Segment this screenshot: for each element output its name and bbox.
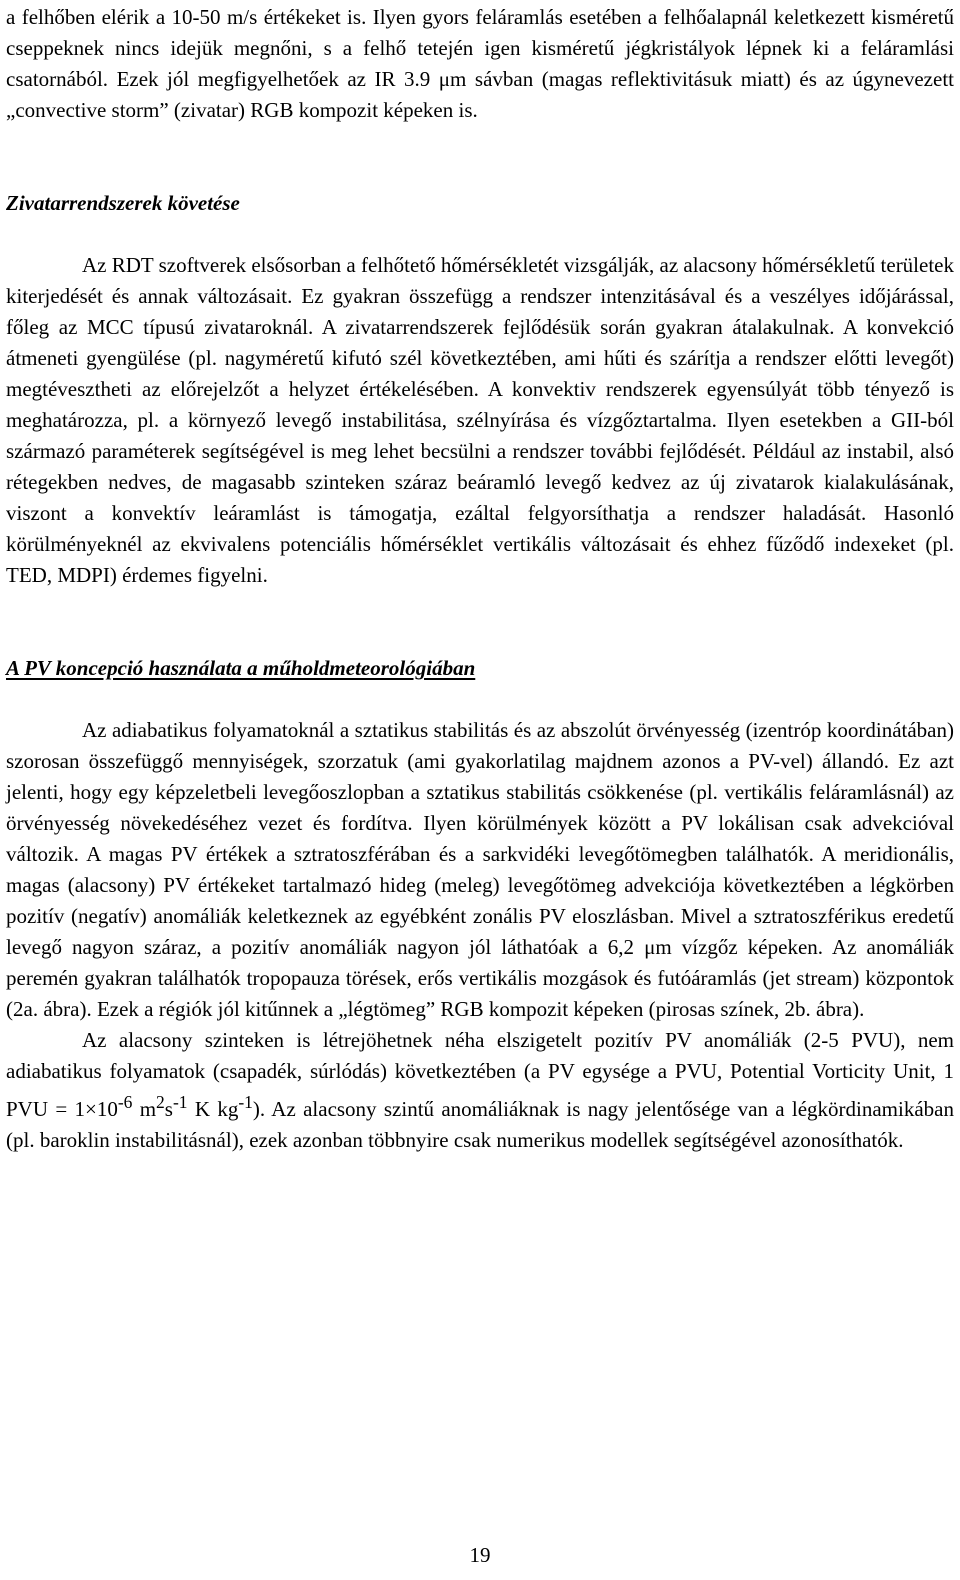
spacer	[6, 126, 954, 188]
unit-m: m	[132, 1097, 157, 1121]
unit-k-kg: K kg	[187, 1097, 239, 1121]
spacer	[6, 591, 954, 653]
pv-paragraph-2-text-start: Az alacsony szinteken is létrejöhetnek néha elszigetelt pozitív PV anomáliák (2-5 PVU), nem adiabatikus folyamatok (csapadék, súrlódás) következtében (a PV egysége a PVU, Potential Vorticity Unit, 1 PVU = 1	[6, 1028, 954, 1121]
section-heading-pv-concept: A PV koncepció használata a műholdmeteorológiában	[6, 656, 476, 680]
exponent-two: 2	[156, 1092, 165, 1112]
intro-paragraph: a felhőben elérik a 10-50 m/s értékeket is. Ilyen gyors feláramlás esetében a felhőalapnál keletkezett kisméretű cseppeknek nincs idejük megnőni, s a felhő tetején igen kisméretű jégkristályok lépnek ki a feláramlási csatornából. Ezek jól megfigyelhetőek az IR 3.9 μm sávban (magas reflektivitásuk miatt) és az úgynevezett „convective storm” (zivatar) RGB kompozit képeken is.	[6, 5, 954, 122]
unit-s: s	[164, 1097, 173, 1121]
pv-concept-paragraph-1: Az adiabatikus folyamatoknál a sztatikus stabilitás és az abszolút örvényesség (izentróp koordinátában) szorosan összefüggő mennyiségek, szorzatuk (ami gyakorlatilag majdnem azonos a PV-vel) állandó. Ez azt jelenti, hogy egy képzeletbeli levegőoszlopban a sztatikus stabilitás csökkenése (pl. vertikális feláramlásnál) az örvényesség növekedéséhez vezet és fordítva. Ilyen körülmények között a PV lokálisan csak advekcióval változik. A magas PV értékek a sztratoszférában és a sarkvidéki levegőtömegben találhatók. A meridionális, magas (alacsony) PV értékeket tartalmazó hideg (meleg) levegőtömeg advekciója következtében a légkörben pozitív (negatív) anomáliák keletkeznek az egyébként zonális PV eloszlásban. Mivel a sztratoszférikus eredetű levegő nagyon száraz, a pozitív anomáliák nagyon jól láthatóak a 6,2 μm vízgőz képeken. Az anomáliák peremén gyakran találhatók tropopauza törések, erős vertikális mozgások és futóáramlás (jet stream) központok (2a. ábra). Ezek a régiók jól kitűnnek a „légtömeg” RGB kompozit képeken (pirosas színek, 2b. ábra).	[6, 718, 954, 1021]
exponent-minus-one-b: -1	[238, 1092, 253, 1112]
ten: 10	[96, 1097, 118, 1121]
spacer	[6, 219, 954, 250]
spacer	[6, 684, 954, 715]
pv-concept-paragraph-2	[6, 1025, 954, 1156]
document-page	[6, 2, 954, 1156]
thunderstorm-tracking-paragraph: Az RDT szoftverek elsősorban a felhőtető hőmérsékletét vizsgálják, az alacsony hőmérsékletű területek kiterjedését és annak változásait. Ez gyakran összefügg a rendszer intenzitásával és a veszélyes időjárással, főleg az MCC típusú zivataroknál. A zivatarrendszerek fejlődésük során gyakran átalakulnak. A konvekció átmeneti gyengülése (pl. nagyméretű kifutó szél következtében, ami hűti és szárítja a rendszer előtti levegőt) megtévesztheti az előrejelzőt a helyzet értékelésében. A konvektiv rendszerek egyensúlyát több tényező is meghatározza, pl. a környező levegő instabilitása, szélnyírása és vízgőztartalma. Ilyen esetekben a GII-ból származó paraméterek segítségével is meg lehet becsülni a rendszer további fejlődését. Például az instabil, alsó rétegekben nedves, de magasabb szinteken száraz beáramló levegő kedvez az új zivatarok kialakulásának, viszont a konvektív leáramlást is támogatja, ezáltal felgyorsíthatja a rendszer haladását. Hasonló körülményeknél az ekvivalens potenciális hőmérséklet vertikális változásait és ehhez fűződő indexeket (pl. TED, MDPI) érdemes figyelni.	[6, 253, 954, 587]
times-sign: ×	[84, 1097, 97, 1121]
exponent-minus-one: -1	[172, 1092, 188, 1112]
section-heading-thunderstorm-tracking: Zivatarrendszerek követése	[6, 191, 240, 215]
pv-paragraph-2-text-end: ). Az alacsony szintű anomáliáknak is nagy jelentősége van a légkördinamikában (pl. baroklin instabilitásnál), ezek azonban többnyire csak numerikus modellek segítségével azonosíthatók.	[6, 1097, 954, 1152]
page-number: 19	[469, 1543, 491, 1567]
exponent-minus-six: -6	[117, 1092, 133, 1112]
